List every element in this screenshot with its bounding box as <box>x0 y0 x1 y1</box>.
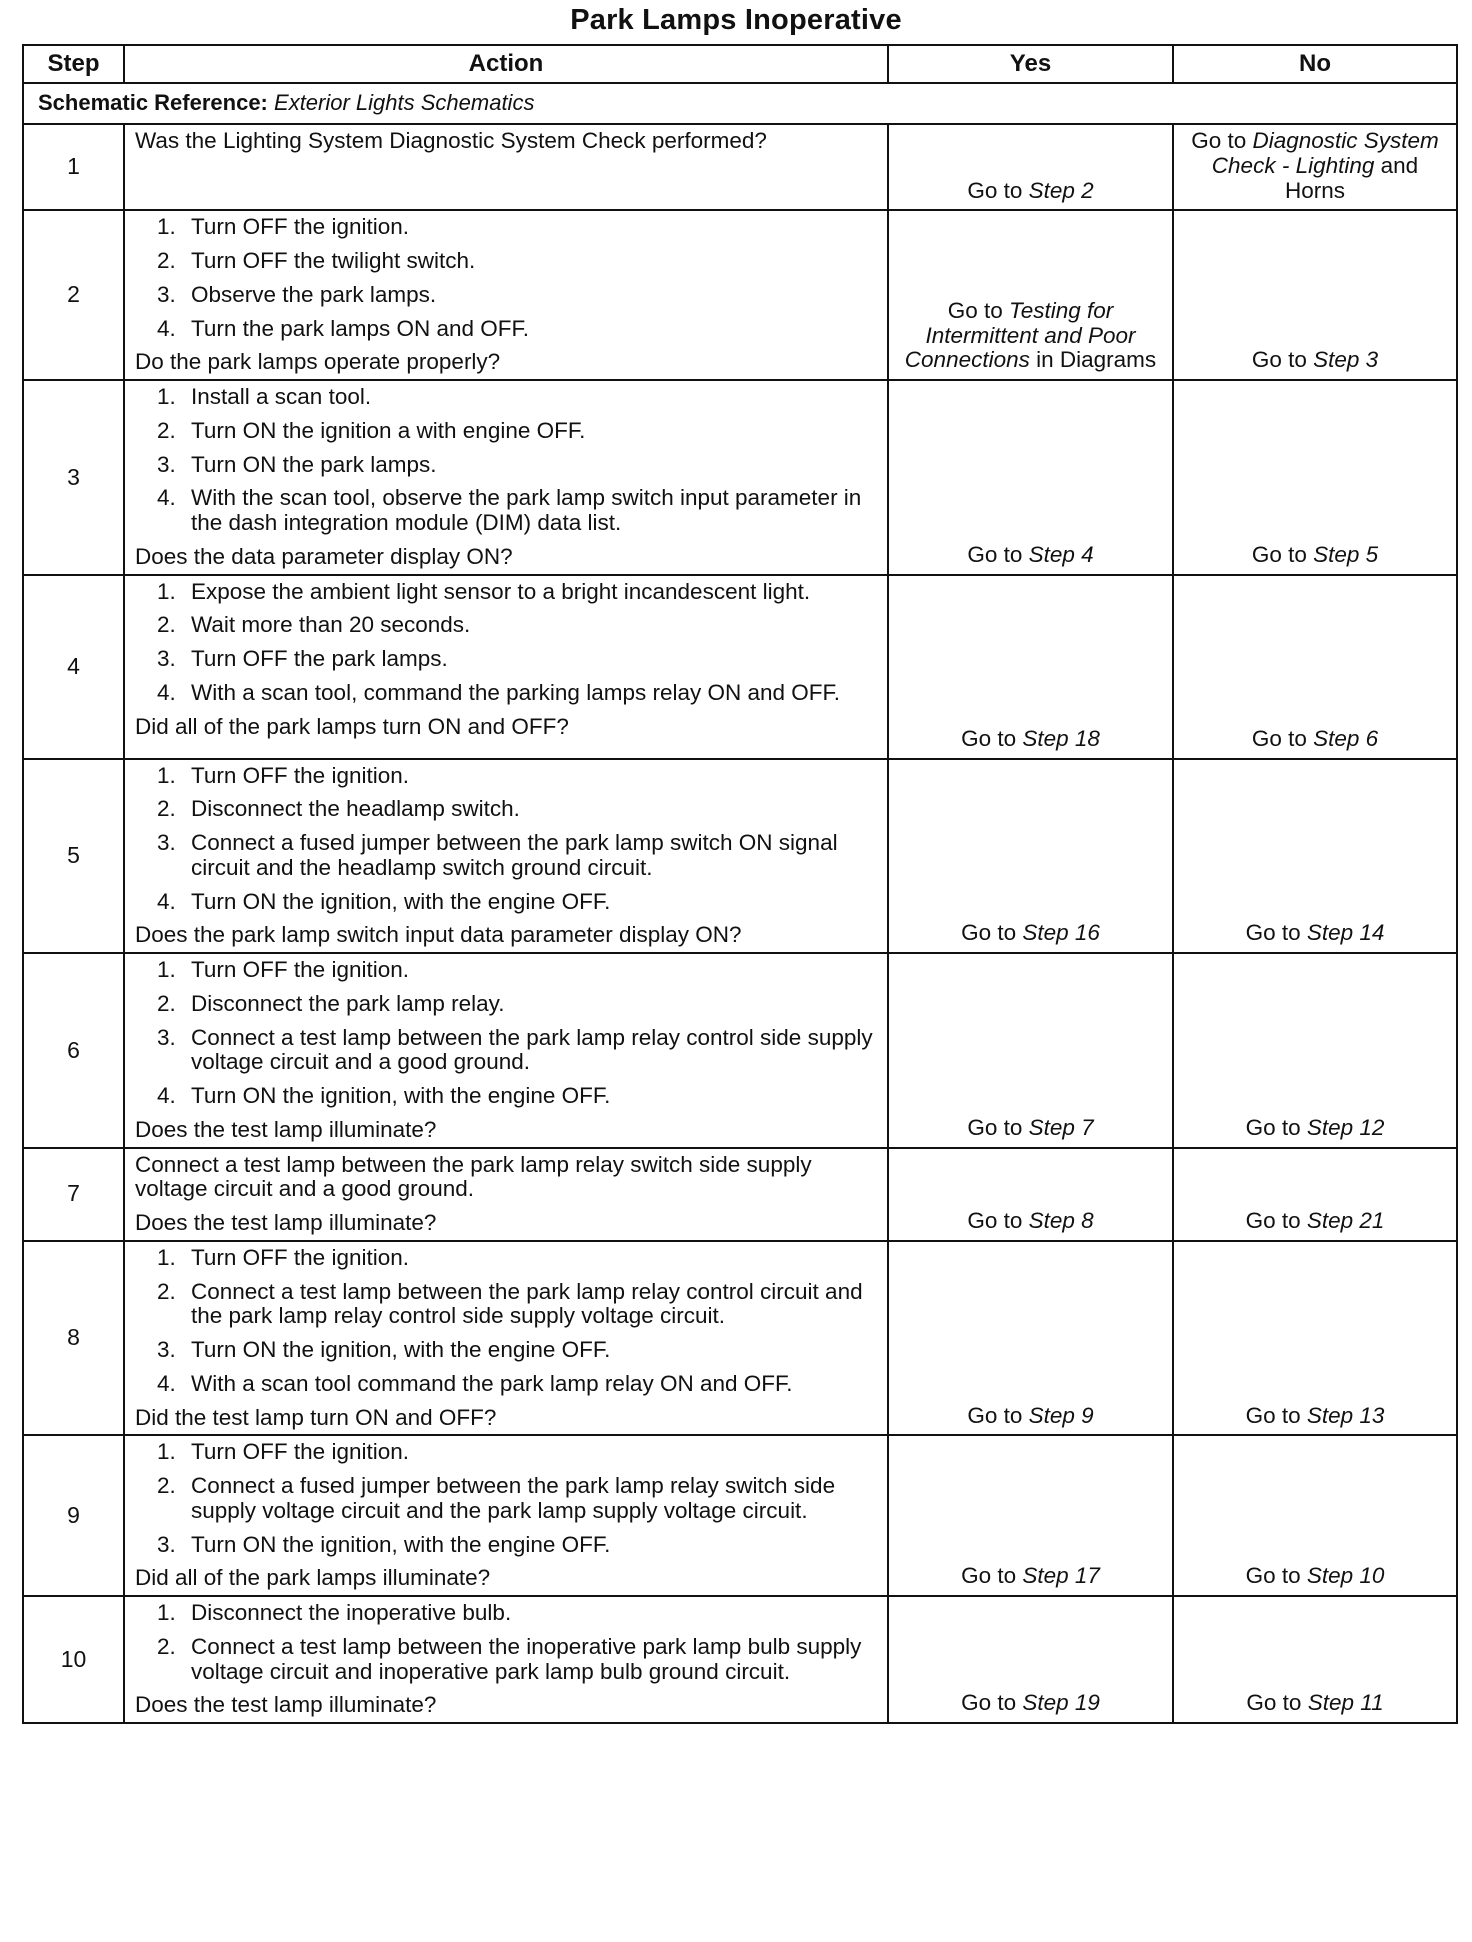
action-step-item <box>135 1635 879 1685</box>
action-step-number: 1. <box>157 957 176 982</box>
no-result <box>1173 1435 1457 1596</box>
no-result-text: Go to Step 14 <box>1245 920 1385 946</box>
yes-result-text: Go to Step 16 <box>961 920 1100 946</box>
action-step-text: Turn ON the ignition, with the engine OFF. <box>191 888 611 914</box>
action-step-text: Turn OFF the twilight switch. <box>191 248 476 273</box>
action-cell <box>124 953 888 1148</box>
action-step-item <box>135 580 879 605</box>
schematic-reference-row <box>23 83 1457 124</box>
action-step-item <box>135 1440 879 1465</box>
action-question: Does the park lamp switch input data parameter display ON? <box>135 922 742 948</box>
action-steps-list <box>135 1246 879 1397</box>
table-row <box>23 210 1457 380</box>
action-step-number: 3. <box>157 1337 176 1362</box>
action-step-number: 2. <box>157 612 176 638</box>
action-step-text: Turn OFF the ignition. <box>191 1244 410 1270</box>
no-result-text: Go to Step 13 <box>1245 1402 1385 1428</box>
action-steps-list <box>135 958 879 1109</box>
action-step-item <box>135 1246 879 1271</box>
action-step-number: 1. <box>157 1600 176 1625</box>
action-step-number: 2. <box>157 990 176 1016</box>
schematic-reference-value: Exterior Lights Schematics <box>274 90 535 116</box>
action-step-item <box>135 890 879 915</box>
action-step-number: 1. <box>157 1244 176 1270</box>
yes-result <box>888 575 1173 759</box>
action-step-text: Observe the park lamps. <box>191 281 437 307</box>
action-question: Did all of the park lamps illuminate? <box>135 1565 491 1591</box>
no-result <box>1173 210 1457 380</box>
action-step-text: Wait more than 20 seconds. <box>191 612 471 638</box>
action-question: Does the test lamp illuminate? <box>135 1116 437 1142</box>
table-row <box>23 953 1457 1148</box>
no-result-text: Go to Step 6 <box>1251 725 1379 751</box>
action-question: Does the test lamp illuminate? <box>135 1692 437 1718</box>
action-steps-list <box>135 1601 879 1684</box>
action-cell <box>124 1435 888 1596</box>
action-step-text: With a scan tool command the park lamp relay ON and OFF. <box>191 1370 793 1396</box>
action-step-number: 1. <box>157 384 176 409</box>
yes-result <box>888 759 1173 954</box>
table-row <box>23 1148 1457 1241</box>
action-step-item <box>135 831 879 881</box>
action-steps-list <box>135 215 879 341</box>
diagnostic-table <box>22 44 1458 1724</box>
action-step-item <box>135 385 879 410</box>
action-cell <box>124 1148 888 1241</box>
yes-result-text: Go to Step 18 <box>961 725 1100 751</box>
action-cell <box>124 210 888 380</box>
action-step-item <box>135 681 879 706</box>
no-result-text: Go to Step 21 <box>1245 1208 1385 1233</box>
action-step-number: 2. <box>157 248 176 273</box>
action-step-number: 4. <box>157 485 176 511</box>
action-step-item <box>135 419 879 444</box>
action-step-number: 3. <box>157 830 176 855</box>
action-step-item <box>135 283 879 308</box>
action-step-item <box>135 1280 879 1330</box>
action-step-text: Turn ON the ignition, with the engine OFF. <box>191 1531 611 1557</box>
action-step-item <box>135 486 879 536</box>
action-step-text: Turn ON the ignition, with the engine OFF. <box>191 1337 611 1362</box>
yes-result <box>888 953 1173 1148</box>
step-number: 10 <box>23 1596 124 1723</box>
yes-result-text: Go to Step 4 <box>967 541 1094 567</box>
action-step-number: 4. <box>157 1083 176 1108</box>
action-step-item <box>135 613 879 638</box>
action-step-number: 4. <box>157 1370 176 1396</box>
action-step-text: Turn OFF the ignition. <box>191 957 410 982</box>
no-result-text: Go to Step 10 <box>1245 1563 1385 1589</box>
action-step-item <box>135 958 879 983</box>
action-steps-list <box>135 1440 879 1557</box>
no-result <box>1173 380 1457 575</box>
no-result <box>1173 1596 1457 1723</box>
table-row <box>23 1241 1457 1436</box>
action-cell <box>124 1241 888 1436</box>
action-step-text: Turn OFF the ignition. <box>191 214 410 240</box>
step-number: 3 <box>23 380 124 575</box>
action-steps-list <box>135 580 879 706</box>
yes-result-text: Go to Step 8 <box>967 1208 1094 1233</box>
action-step-text: Turn ON the park lamps. <box>191 451 437 477</box>
action-step-number: 2. <box>157 1278 176 1304</box>
no-result <box>1173 953 1457 1148</box>
no-result <box>1173 1241 1457 1436</box>
page-title: Park Lamps Inoperative <box>570 4 902 36</box>
schematic-reference <box>23 83 1457 124</box>
action-step-number: 3. <box>157 646 176 671</box>
yes-result <box>888 124 1173 210</box>
action-step-text: Disconnect the park lamp relay. <box>191 990 505 1016</box>
action-step-item <box>135 1338 879 1363</box>
header-yes: Yes <box>888 45 1173 83</box>
step-number: 9 <box>23 1435 124 1596</box>
header-action: Action <box>124 45 888 83</box>
action-step-item <box>135 215 879 240</box>
action-step-number: 2. <box>157 796 176 822</box>
action-step-item <box>135 249 879 274</box>
action-step-number: 3. <box>157 451 176 477</box>
no-result <box>1173 759 1457 954</box>
action-step-text: With the scan tool, observe the park lamp switch input parameter in the dash integration module (DIM) data list. <box>191 485 862 535</box>
yes-result <box>888 1596 1173 1723</box>
action-step-item <box>135 1084 879 1109</box>
action-step-text: Connect a test lamp between the inoperative park lamp bulb supply voltage circuit and inoperative park lamp bulb ground circuit. <box>191 1633 862 1684</box>
action-step-number: 3. <box>157 1024 176 1050</box>
action-question: Was the Lighting System Diagnostic System Check performed? <box>135 128 767 153</box>
no-result-text: Go to Step 5 <box>1251 541 1379 567</box>
action-step-item <box>135 317 879 342</box>
action-step-number: 3. <box>157 281 176 307</box>
action-step-text: Disconnect the headlamp switch. <box>191 796 520 822</box>
action-step-text: Turn OFF the ignition. <box>191 762 410 788</box>
action-step-item <box>135 1372 879 1397</box>
action-step-text: Turn the park lamps ON and OFF. <box>191 315 530 341</box>
action-step-number: 4. <box>157 315 176 341</box>
action-step-number: 1. <box>157 1439 176 1465</box>
action-step-item <box>135 647 879 672</box>
yes-result <box>888 1241 1173 1436</box>
action-step-number: 2. <box>157 1633 176 1659</box>
action-step-text: Turn OFF the ignition. <box>191 1439 410 1465</box>
yes-result-text: Go to Step 19 <box>961 1690 1100 1716</box>
action-question: Does the test lamp illuminate? <box>135 1210 437 1235</box>
action-question: Did the test lamp turn ON and OFF? <box>135 1404 497 1430</box>
action-step-item <box>135 1601 879 1626</box>
action-cell <box>124 380 888 575</box>
action-step-number: 1. <box>157 762 176 788</box>
yes-result <box>888 1148 1173 1241</box>
action-step-number: 1. <box>157 214 176 240</box>
action-text: Connect a test lamp between the park lamp relay switch side supply voltage circuit and a good ground. <box>135 1151 812 1202</box>
action-step-item <box>135 764 879 789</box>
action-question: Do the park lamps operate properly? <box>135 349 501 375</box>
table-row <box>23 1435 1457 1596</box>
table-row <box>23 759 1457 954</box>
step-number: 2 <box>23 210 124 380</box>
action-step-text: With a scan tool, command the parking lamps relay ON and OFF. <box>191 679 841 705</box>
action-step-number: 3. <box>157 1531 176 1557</box>
action-cell <box>124 1596 888 1723</box>
table-row <box>23 1596 1457 1723</box>
action-step-item <box>135 992 879 1017</box>
action-steps-list <box>135 385 879 536</box>
yes-result <box>888 1435 1173 1596</box>
action-step-item <box>135 797 879 822</box>
action-cell <box>124 124 888 210</box>
action-question: Does the data parameter display ON? <box>135 543 513 569</box>
action-step-item <box>135 1533 879 1558</box>
yes-result-text: Go to Testing for Intermittent and Poor Connections in Diagrams <box>904 297 1157 373</box>
no-result <box>1173 1148 1457 1241</box>
yes-result-text: Go to Step 2 <box>967 177 1094 203</box>
yes-result <box>888 210 1173 380</box>
step-number: 8 <box>23 1241 124 1436</box>
action-step-text: Connect a test lamp between the park lamp relay control circuit and the park lamp relay control side supply voltage circuit. <box>191 1278 863 1329</box>
action-step-text: Disconnect the inoperative bulb. <box>191 1600 512 1625</box>
action-cell <box>124 575 888 759</box>
action-steps-list <box>135 764 879 915</box>
step-number: 6 <box>23 953 124 1148</box>
no-result-text: Go to Step 3 <box>1251 347 1379 373</box>
step-number: 1 <box>23 124 124 210</box>
action-step-item <box>135 1474 879 1524</box>
action-step-text: Install a scan tool. <box>191 384 372 409</box>
yes-result-text: Go to Step 17 <box>961 1563 1100 1589</box>
no-result-text: Go to Diagnostic System Check - Lighting and Horns <box>1191 128 1439 203</box>
table-row <box>23 380 1457 575</box>
step-number: 7 <box>23 1148 124 1241</box>
action-step-text: Turn ON the ignition, with the engine OFF. <box>191 1083 611 1108</box>
action-step-item <box>135 1026 879 1076</box>
action-step-number: 2. <box>157 1473 176 1498</box>
no-result-text: Go to Step 11 <box>1246 1690 1384 1716</box>
action-step-text: Connect a fused jumper between the park lamp relay switch side supply voltage circuit and the park lamp supply voltage circuit. <box>191 1473 836 1523</box>
action-step-text: Turn OFF the park lamps. <box>191 646 448 671</box>
action-step-text: Turn ON the ignition a with engine OFF. <box>191 417 586 443</box>
table-row <box>23 575 1457 759</box>
action-step-number: 4. <box>157 679 176 705</box>
yes-result <box>888 380 1173 575</box>
no-result <box>1173 124 1457 210</box>
yes-result-text: Go to Step 9 <box>967 1402 1094 1428</box>
action-step-text: Connect a fused jumper between the park lamp switch ON signal circuit and the headlamp switch ground circuit. <box>191 830 838 880</box>
step-number: 5 <box>23 759 124 954</box>
header-no: No <box>1173 45 1457 83</box>
no-result <box>1173 575 1457 759</box>
action-step-number: 1. <box>157 578 176 604</box>
table-row <box>23 124 1457 210</box>
step-number: 4 <box>23 575 124 759</box>
action-step-item <box>135 453 879 478</box>
action-step-text: Expose the ambient light sensor to a bright incandescent light. <box>191 578 811 604</box>
action-question: Did all of the park lamps turn ON and OFF? <box>135 713 569 739</box>
no-result-text: Go to Step 12 <box>1245 1114 1385 1140</box>
header-row <box>23 45 1457 83</box>
action-cell <box>124 759 888 954</box>
yes-result-text: Go to Step 7 <box>967 1114 1094 1140</box>
action-step-number: 4. <box>157 888 176 914</box>
action-step-number: 2. <box>157 417 176 443</box>
action-step-text: Connect a test lamp between the park lamp relay control side supply voltage circuit and a good ground. <box>191 1024 873 1075</box>
header-step: Step <box>23 45 124 83</box>
schematic-reference-label: Schematic Reference: <box>38 90 268 116</box>
